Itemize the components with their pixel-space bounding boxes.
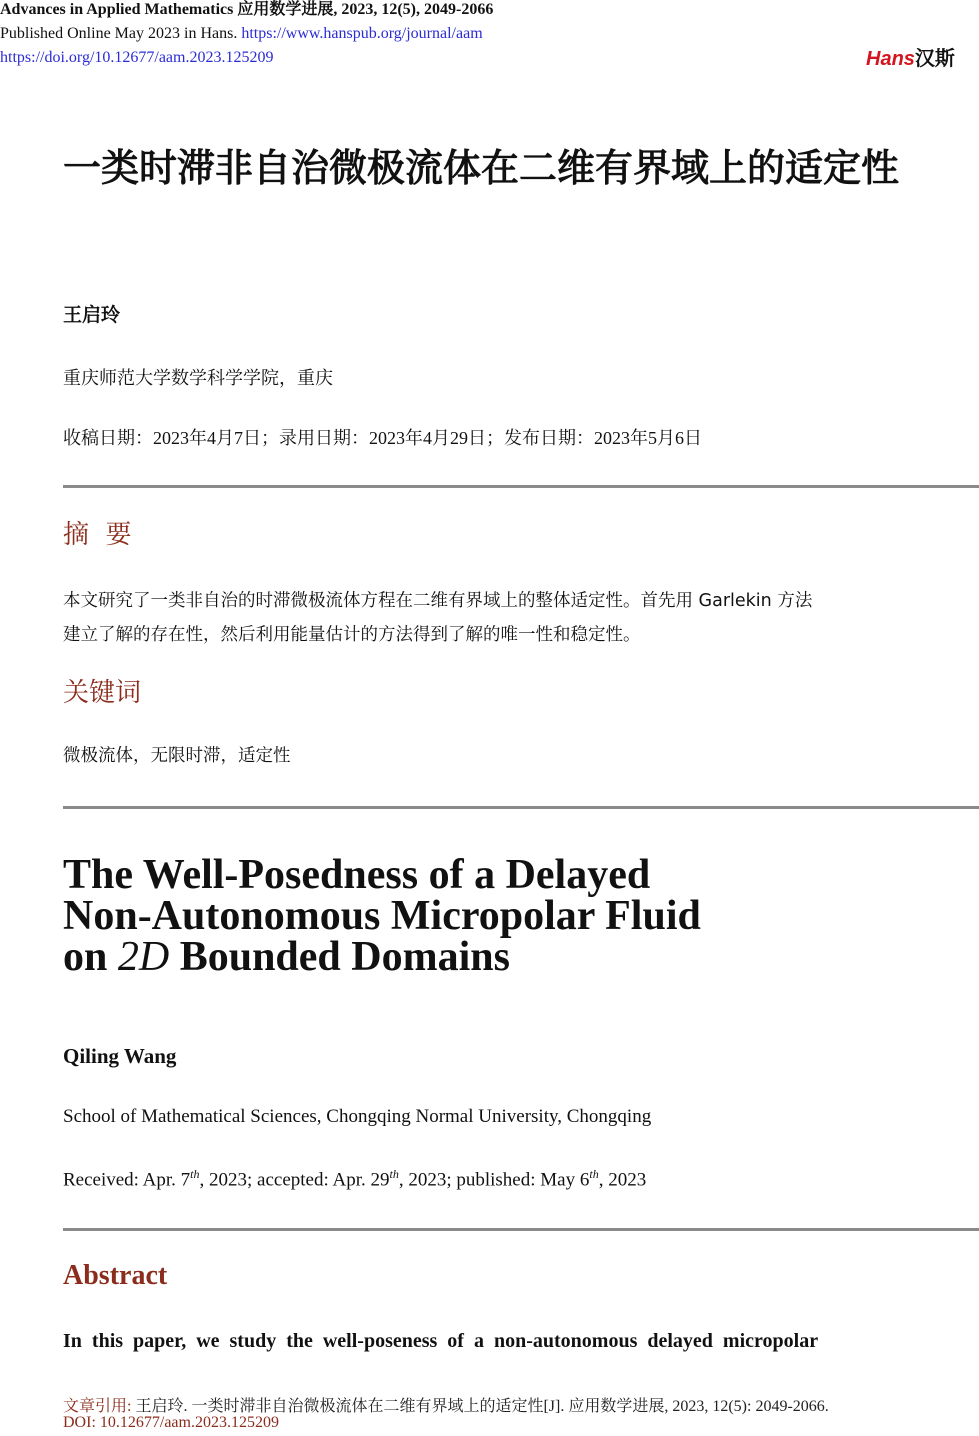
journal-link[interactable]: https://www.hanspub.org/journal/aam [241, 25, 483, 42]
cn-title: 一类时滞非自治微极流体在二维有界域上的适定性 [63, 146, 900, 190]
citation-doi: DOI: 10.12677/aam.2023.125209 [63, 1414, 279, 1431]
en-title-text: Bounded Domains [179, 934, 510, 980]
en-title-line [63, 934, 963, 980]
superscript: th [589, 1167, 599, 1181]
cn-dates: 收稿日期：2023年4月7日；录用日期：2023年4月29日；发布日期：2023年5月6日 [63, 428, 702, 448]
en-title-text: on [63, 934, 108, 980]
cn-abstract-line: 建立了解的存在性，然后利用能量估计的方法得到了解的唯一性和稳定性。 [63, 625, 641, 645]
published-text: Published Online May 2023 in Hans. [0, 25, 238, 42]
doi-link[interactable]: https://doi.org/10.12677/aam.2023.125209 [0, 49, 274, 66]
cn-keywords: 微极流体，无限时滞，适定性 [63, 746, 291, 766]
superscript: th [389, 1167, 399, 1181]
accepted-date: , 2023; accepted: Apr. 29 [199, 1169, 390, 1191]
en-abstract-line: In this paper, we study the well-poseness of a non-autonomous delayed micropolar [63, 1330, 819, 1352]
cn-abstract-heading: 摘 要 [63, 520, 132, 550]
divider [63, 806, 979, 809]
cn-abstract-line: 本文研究了一类非自治的时滞微极流体方程在二维有界域上的整体适定性。首先用 Garlekin 方法 [63, 591, 813, 611]
cn-affiliation: 重庆师范大学数学科学学院，重庆 [63, 368, 333, 388]
published-date: , 2023; published: May 6 [398, 1169, 590, 1191]
year: , 2023 [598, 1169, 647, 1191]
cn-author: 王启玲 [63, 304, 121, 326]
published-line [0, 22, 483, 46]
superscript: th [190, 1167, 200, 1181]
journal-line: Advances in Applied Mathematics 应用数学进展, 2023, 12(5), 2049-2066 [0, 1, 494, 18]
en-title-line: The Well-Posedness of a Delayed [63, 852, 651, 898]
logo-cn: 汉斯 [914, 48, 955, 70]
divider [63, 485, 979, 488]
citation-text: 王启玲. 一类时滞非自治微极流体在二维有界域上的适定性[J]. 应用数学进展, 2023, 12(5): 2049-2066. [135, 1398, 829, 1415]
logo-latin: Hans [866, 48, 915, 70]
en-title [63, 852, 963, 980]
en-title-math: 2D [117, 934, 170, 980]
citation-label: 文章引用: [63, 1398, 132, 1415]
received-date: Received: Apr. 7 [63, 1169, 191, 1191]
hans-logo [866, 42, 955, 71]
citation [63, 1393, 829, 1416]
cn-keywords-heading: 关键词 [63, 678, 142, 708]
en-abstract-heading: Abstract [63, 1260, 168, 1291]
en-affiliation: School of Mathematical Sciences, Chongqing Normal University, Chongqing [63, 1106, 652, 1127]
divider [63, 1228, 979, 1231]
en-dates [63, 1167, 646, 1191]
en-author: Qiling Wang [63, 1044, 177, 1068]
en-title-line: Non-Autonomous Micropolar Fluid [63, 893, 701, 939]
